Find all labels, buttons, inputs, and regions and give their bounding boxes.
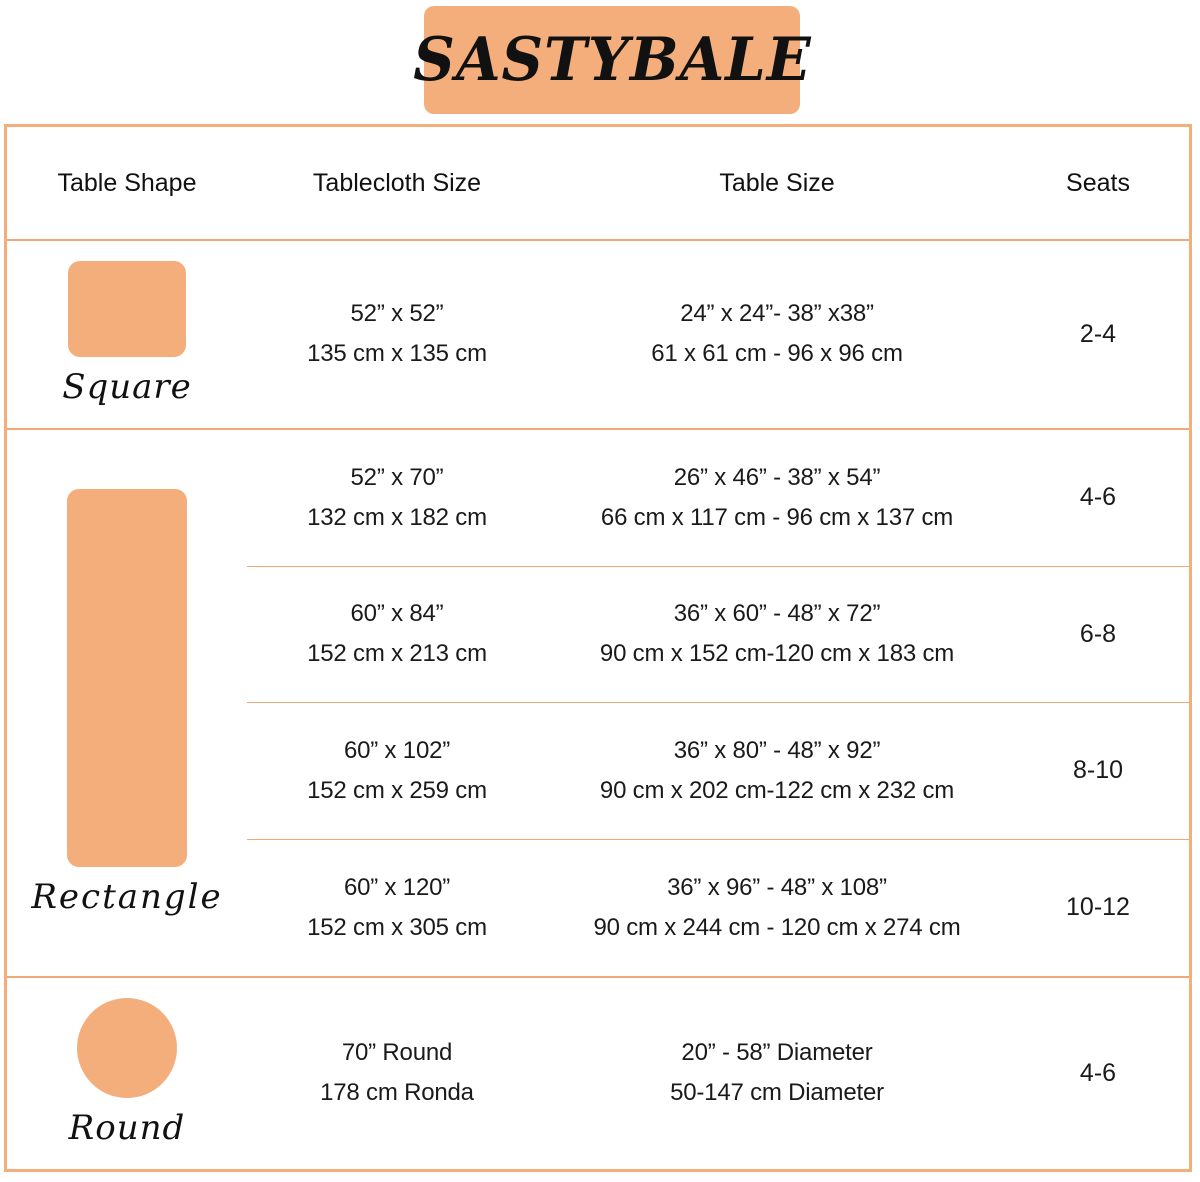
seats-value: 8-10 xyxy=(1072,756,1124,785)
table-size-cell xyxy=(547,240,1007,429)
table-size-inches: 26” x 46” - 38” x 54” xyxy=(673,463,881,491)
table-size-inches: 20” - 58” Diameter xyxy=(681,1039,873,1067)
seats-value: 4-6 xyxy=(1079,1058,1117,1087)
seats-cell xyxy=(1007,429,1189,567)
column-header-tablecloth-size: Tablecloth Size xyxy=(247,127,547,240)
tablecloth-size-inches: 70” Round xyxy=(341,1039,453,1067)
tablecloth-size-cell xyxy=(247,240,547,429)
table-row xyxy=(7,429,1189,567)
table-size-cm: 90 cm x 202 cm-122 cm x 232 cm xyxy=(599,776,955,804)
tablecloth-size-inches: 60” x 84” xyxy=(350,600,444,628)
table-size-cm: 90 cm x 152 cm-120 cm x 183 cm xyxy=(599,640,955,668)
shape-label-square: Square xyxy=(62,367,192,408)
tablecloth-size-cm: 178 cm Ronda xyxy=(320,1079,474,1107)
size-chart-frame xyxy=(4,124,1192,1172)
tablecloth-size-cm: 152 cm x 213 cm xyxy=(307,640,487,668)
table-header-row xyxy=(7,127,1189,240)
tablecloth-size-cm: 132 cm x 182 cm xyxy=(307,503,487,531)
table-row xyxy=(7,977,1189,1169)
table-size-cell xyxy=(547,839,1007,977)
seats-cell xyxy=(1007,977,1189,1169)
tablecloth-size-inches: 60” x 120” xyxy=(343,873,451,901)
table-size-inches: 24” x 24”- 38” x38” xyxy=(680,300,874,328)
table-size-cm: 50-147 cm Diameter xyxy=(670,1079,884,1107)
table-size-inches: 36” x 96” - 48” x 108” xyxy=(667,873,887,901)
column-header-seats: Seats xyxy=(1007,127,1189,240)
table-size-inches: 36” x 80” - 48” x 92” xyxy=(673,736,881,764)
table-size-cell xyxy=(547,977,1007,1169)
seats-value: 2-4 xyxy=(1079,319,1117,348)
seats-cell xyxy=(1007,240,1189,429)
column-header-table-shape: Table Shape xyxy=(7,127,247,240)
brand-header xyxy=(0,0,1200,118)
tablecloth-size-cell xyxy=(247,429,547,567)
table-size-inches: 36” x 60” - 48” x 72” xyxy=(673,600,881,628)
table-size-cell xyxy=(547,429,1007,567)
tablecloth-size-inches: 52” x 52” xyxy=(350,300,444,328)
seats-value: 10-12 xyxy=(1066,893,1130,922)
table-row xyxy=(7,240,1189,429)
table-size-cm: 66 cm x 117 cm - 96 cm x 137 cm xyxy=(600,503,954,531)
tablecloth-size-inches: 60” x 102” xyxy=(343,736,451,764)
tablecloth-size-inches: 52” x 70” xyxy=(350,463,444,491)
tablecloth-size-cell xyxy=(247,839,547,977)
seats-cell xyxy=(1007,566,1189,702)
size-chart-table xyxy=(7,127,1189,1169)
shape-cell-square xyxy=(7,240,247,429)
tablecloth-size-cell xyxy=(247,566,547,702)
rectangle-shape-icon xyxy=(67,489,187,867)
tablecloth-size-cm: 135 cm x 135 cm xyxy=(307,340,487,368)
shape-cell-rectangle xyxy=(7,429,247,977)
tablecloth-size-cm: 152 cm x 305 cm xyxy=(307,913,487,941)
tablecloth-size-cell xyxy=(247,703,547,839)
table-size-cm: 90 cm x 244 cm - 120 cm x 274 cm xyxy=(593,913,961,941)
shape-label-rectangle: Rectangle xyxy=(31,876,223,917)
brand-name: SASTYBALE xyxy=(412,25,812,95)
table-size-cell xyxy=(547,566,1007,702)
shape-label-round: Round xyxy=(68,1108,186,1149)
table-size-cell xyxy=(547,703,1007,839)
shape-cell-round xyxy=(7,977,247,1169)
round-shape-icon xyxy=(77,998,177,1098)
brand-badge xyxy=(412,6,812,114)
tablecloth-size-cell xyxy=(247,977,547,1169)
square-shape-icon xyxy=(68,261,186,357)
seats-cell xyxy=(1007,839,1189,977)
table-size-cm: 61 x 61 cm - 96 x 96 cm xyxy=(651,340,903,368)
seats-cell xyxy=(1007,703,1189,839)
column-header-table-size: Table Size xyxy=(547,127,1007,240)
tablecloth-size-cm: 152 cm x 259 cm xyxy=(307,776,487,804)
seats-value: 6-8 xyxy=(1079,619,1117,648)
seats-value: 4-6 xyxy=(1079,483,1117,512)
